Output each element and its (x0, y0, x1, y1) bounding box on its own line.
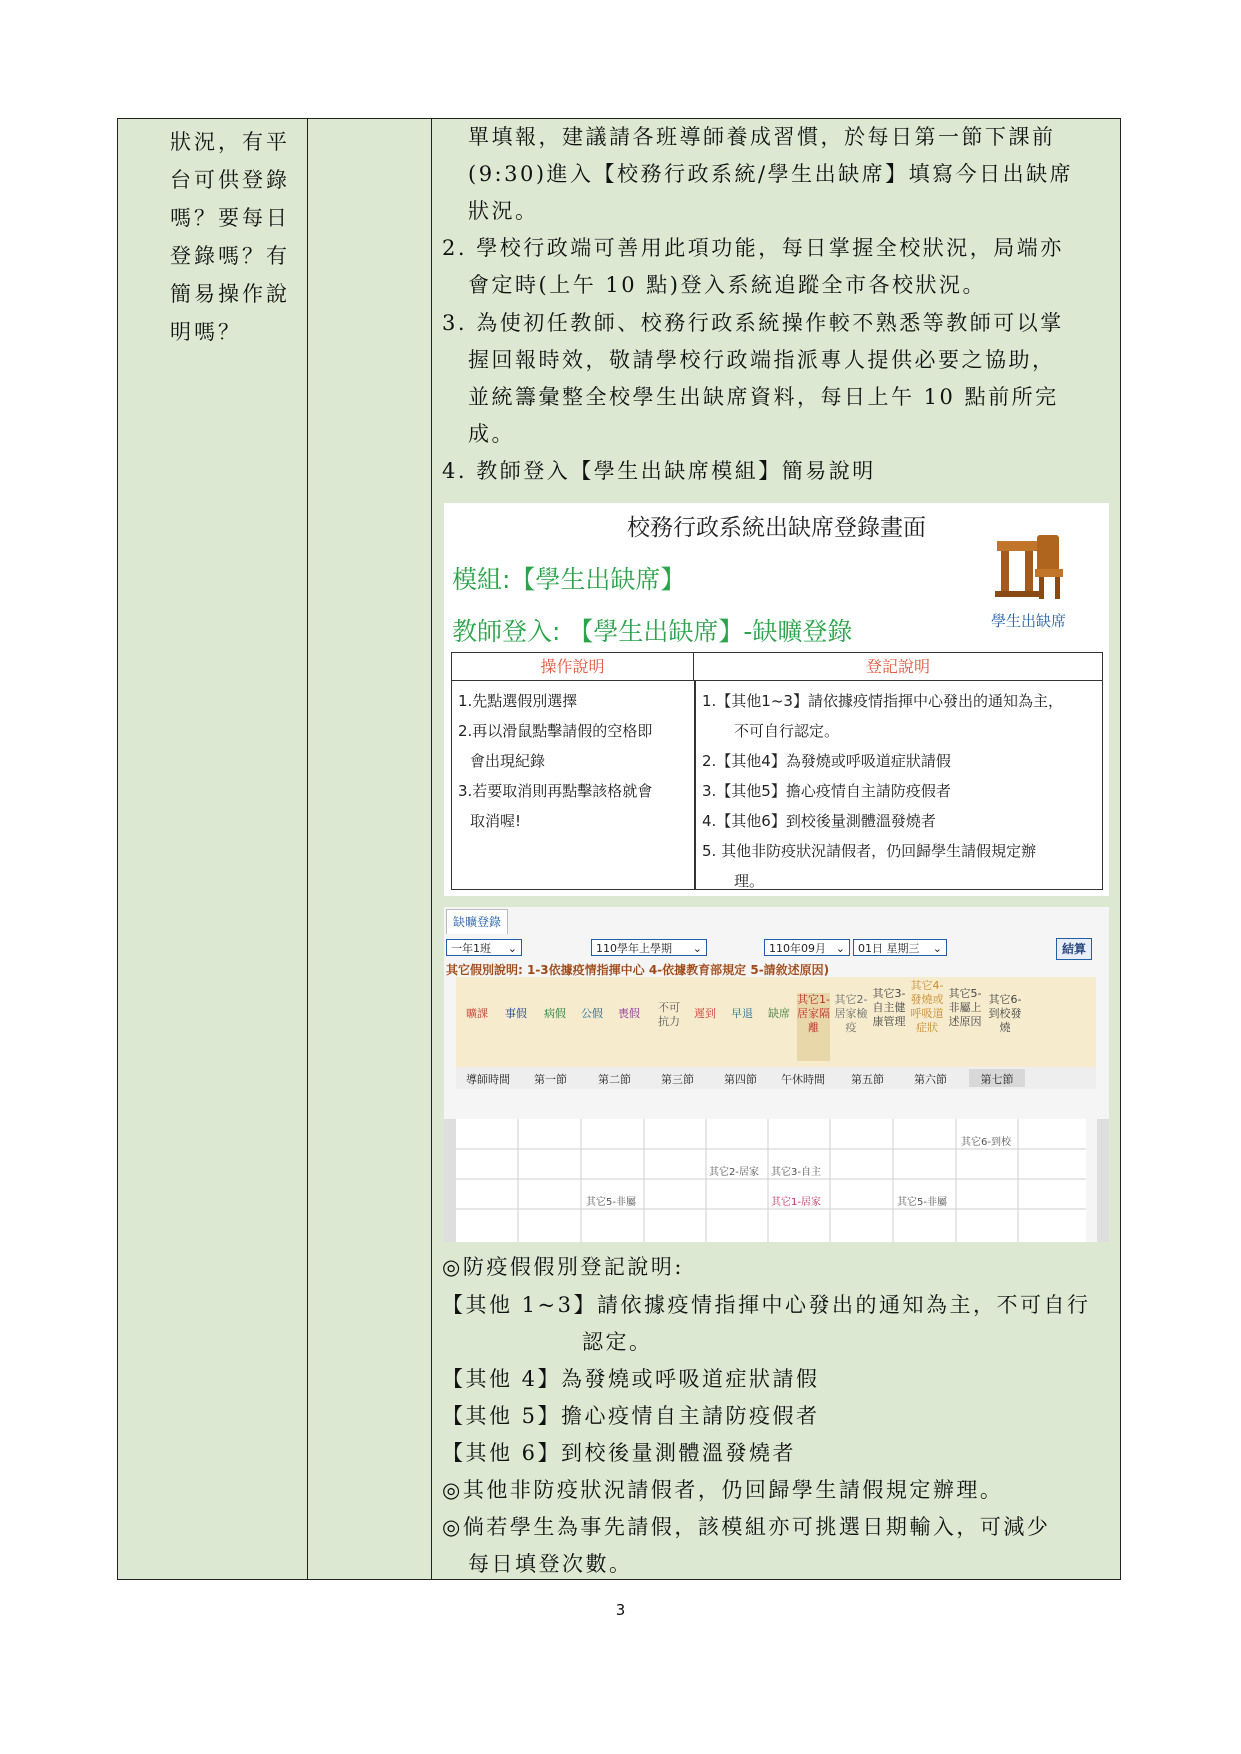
instruction-table (451, 652, 1103, 890)
regs-item: 2.【其他4】為發燒或呼吸道症狀請假 (702, 752, 951, 770)
regs-list (702, 686, 1063, 896)
question-column (118, 119, 308, 1579)
scrollbar[interactable] (444, 1119, 456, 1242)
empty-column (308, 119, 432, 1579)
note-line: 【其他 5】擔心疫情自主請防疫假者 (442, 1404, 820, 1428)
term-select-value: 110學年上學期 (596, 942, 672, 955)
ops-item: 會出現紀錄 (470, 752, 546, 770)
qa-table (117, 118, 1121, 1580)
leave-type-legend (456, 977, 1096, 1069)
ops-item: 3.若要取消則再點擊該格就會 (458, 782, 653, 800)
attendance-entry-screen (444, 907, 1109, 1242)
period-label: 第六節 (914, 1073, 947, 1086)
class-select[interactable] (446, 939, 522, 956)
module-label: 模組:【學生出缺席】 (452, 565, 686, 594)
regs-item: 1.【其他1~3】請依據疫情指揮中心發出的通知為主， (702, 692, 1063, 710)
leave-type-option[interactable]: 喪假 (618, 1007, 640, 1020)
answer-line: 2. 學校行政端可善用此項功能，每日掌握全校狀況，局端亦 (442, 236, 1064, 260)
note-line: 【其他 4】為發燒或呼吸道症狀請假 (442, 1367, 820, 1391)
answer-line: 成。 (468, 422, 515, 446)
answer-line: 狀況。 (468, 199, 539, 223)
period-label: 午休時間 (781, 1073, 825, 1086)
grid-cell[interactable]: 其它2-居家 (709, 1167, 759, 1178)
leave-type-option[interactable]: 公假 (581, 1007, 603, 1020)
leave-type-option[interactable]: 其它5-非屬上述原因 (948, 987, 982, 1028)
chevron-down-icon: ⌄ (507, 942, 517, 955)
leave-type-option[interactable]: 缺席 (768, 1007, 790, 1020)
divider (694, 681, 696, 889)
answer-line: 會定時(上午 10 點)登入系統追蹤全市各校狀況。 (468, 273, 986, 297)
ops-header: 操作說明 (452, 653, 694, 681)
term-select[interactable] (591, 939, 707, 956)
month-select[interactable] (764, 939, 850, 956)
grid-cell[interactable]: 其它5-非屬 (586, 1197, 636, 1208)
note-line: 【其他 1~3】請依據疫情指揮中心發出的通知為主，不可自行 (442, 1293, 1091, 1317)
period-label: 第四節 (724, 1073, 757, 1086)
intro-title: 校務行政系統出缺席登錄畫面 (627, 515, 926, 541)
answer-line: 並統籌彙整全校學生出缺席資料，每日上午 10 點前所完 (468, 385, 1059, 409)
regs-header: 登記說明 (694, 653, 1102, 681)
note-line: ◎其他非防疫狀況請假者，仍回歸學生請假規定辦理。 (442, 1478, 1004, 1502)
scrollbar[interactable] (1097, 1119, 1109, 1242)
period-label: 導師時間 (466, 1073, 510, 1086)
period-header-row (456, 1067, 1096, 1089)
day-select[interactable] (853, 939, 947, 956)
answer-line: (9:30)進入【校務行政系統/學生出缺席】填寫今日出缺席 (468, 162, 1074, 186)
chevron-down-icon: ⌄ (692, 942, 702, 955)
note-line: ◎倘若學生為事先請假，該模組亦可挑選日期輸入，可減少 (442, 1515, 1051, 1539)
ops-item: 取消喔! (470, 812, 522, 830)
note-line: 認定。 (582, 1330, 653, 1354)
regs-item: 5. 其他非防疫狀況請假者，仍回歸學生請假規定辦 (702, 842, 1037, 860)
grid-cell[interactable]: 其它6-到校 (961, 1137, 1011, 1148)
leave-type-option[interactable]: 病假 (544, 1007, 566, 1020)
leave-type-option[interactable]: 其它1-居家隔離 (797, 993, 830, 1061)
period-label: 第七節 (969, 1069, 1025, 1087)
leave-type-option[interactable]: 其它3-自主健康管理 (872, 987, 906, 1028)
page-number: 3 (615, 1601, 626, 1619)
period-label: 第三節 (661, 1073, 694, 1086)
notes-heading: ◎防疫假假別登記說明: (442, 1255, 684, 1279)
attendance-screen-intro (444, 503, 1109, 896)
leave-type-note: 其它假別說明: 1-3依據疫情指揮中心 4-依據教育部規定 5-請敘述原因) (446, 963, 830, 977)
day-select-value: 01日 星期三 (858, 942, 920, 955)
leave-type-option[interactable]: 其它2-居家檢疫 (834, 993, 868, 1034)
school-desk-icon (989, 529, 1069, 609)
teacher-login-label: 教師登入: 【學生出缺席】-缺曠登錄 (452, 617, 853, 646)
grid-cell[interactable]: 其它3-自主 (771, 1167, 821, 1178)
class-select-value: 一年1班 (451, 942, 491, 955)
answer-column (432, 119, 1120, 1579)
leave-type-option[interactable]: 其它6-到校發燒 (988, 993, 1022, 1034)
leave-type-option[interactable]: 其它4-發燒或呼吸道症狀 (910, 979, 944, 1034)
regs-item: 3.【其他5】擔心疫情自主請防疫假者 (702, 782, 951, 800)
period-label: 第五節 (851, 1073, 884, 1086)
settle-button[interactable]: 結算 (1056, 938, 1092, 960)
ops-list (458, 686, 652, 836)
leave-type-option[interactable]: 不可抗力 (658, 1001, 680, 1028)
chevron-down-icon: ⌄ (835, 942, 845, 955)
period-label: 第一節 (534, 1073, 567, 1086)
regs-item: 理。 (734, 872, 765, 890)
answer-line: 握回報時效，敬請學校行政端指派專人提供必要之協助， (468, 348, 1056, 372)
note-line: 每日填登次數。 (468, 1552, 633, 1576)
note-line: 【其他 6】到校後量測體溫發燒者 (442, 1441, 797, 1465)
ops-item: 2.再以滑鼠點擊請假的空格即 (458, 722, 653, 740)
regs-item: 4.【其他6】到校後量測體溫發燒者 (702, 812, 936, 830)
tab-absence-entry[interactable]: 缺曠登錄 (446, 909, 508, 934)
grid-cell[interactable]: 其它1-居家 (771, 1197, 821, 1208)
answer-line: 4. 教師登入【學生出缺席模組】簡易說明 (442, 459, 876, 483)
grid-cell[interactable]: 其它5-非屬 (897, 1197, 947, 1208)
answer-line: 3. 為使初任教師、校務行政系統操作較不熟悉等教師可以掌 (442, 311, 1064, 335)
chevron-down-icon: ⌄ (932, 942, 942, 955)
question-text: 狀況，有平台可供登錄嗎？要每日登錄嗎？有簡易操作說明嗎？ (170, 130, 290, 344)
leave-type-option[interactable]: 早退 (731, 1007, 753, 1020)
leave-type-option[interactable]: 遲到 (694, 1007, 716, 1020)
regs-item: 不可自行認定。 (734, 722, 840, 740)
ops-item: 1.先點選假別選擇 (458, 692, 578, 710)
period-label: 第二節 (598, 1073, 631, 1086)
leave-type-option[interactable]: 事假 (505, 1007, 527, 1020)
answer-line: 單填報，建議請各班導師養成習慣，於每日第一節下課前 (468, 125, 1056, 149)
month-select-value: 110年09月 (769, 942, 826, 955)
leave-type-option[interactable]: 曠課 (466, 1007, 488, 1020)
icon-label: 學生出缺席 (991, 612, 1067, 630)
